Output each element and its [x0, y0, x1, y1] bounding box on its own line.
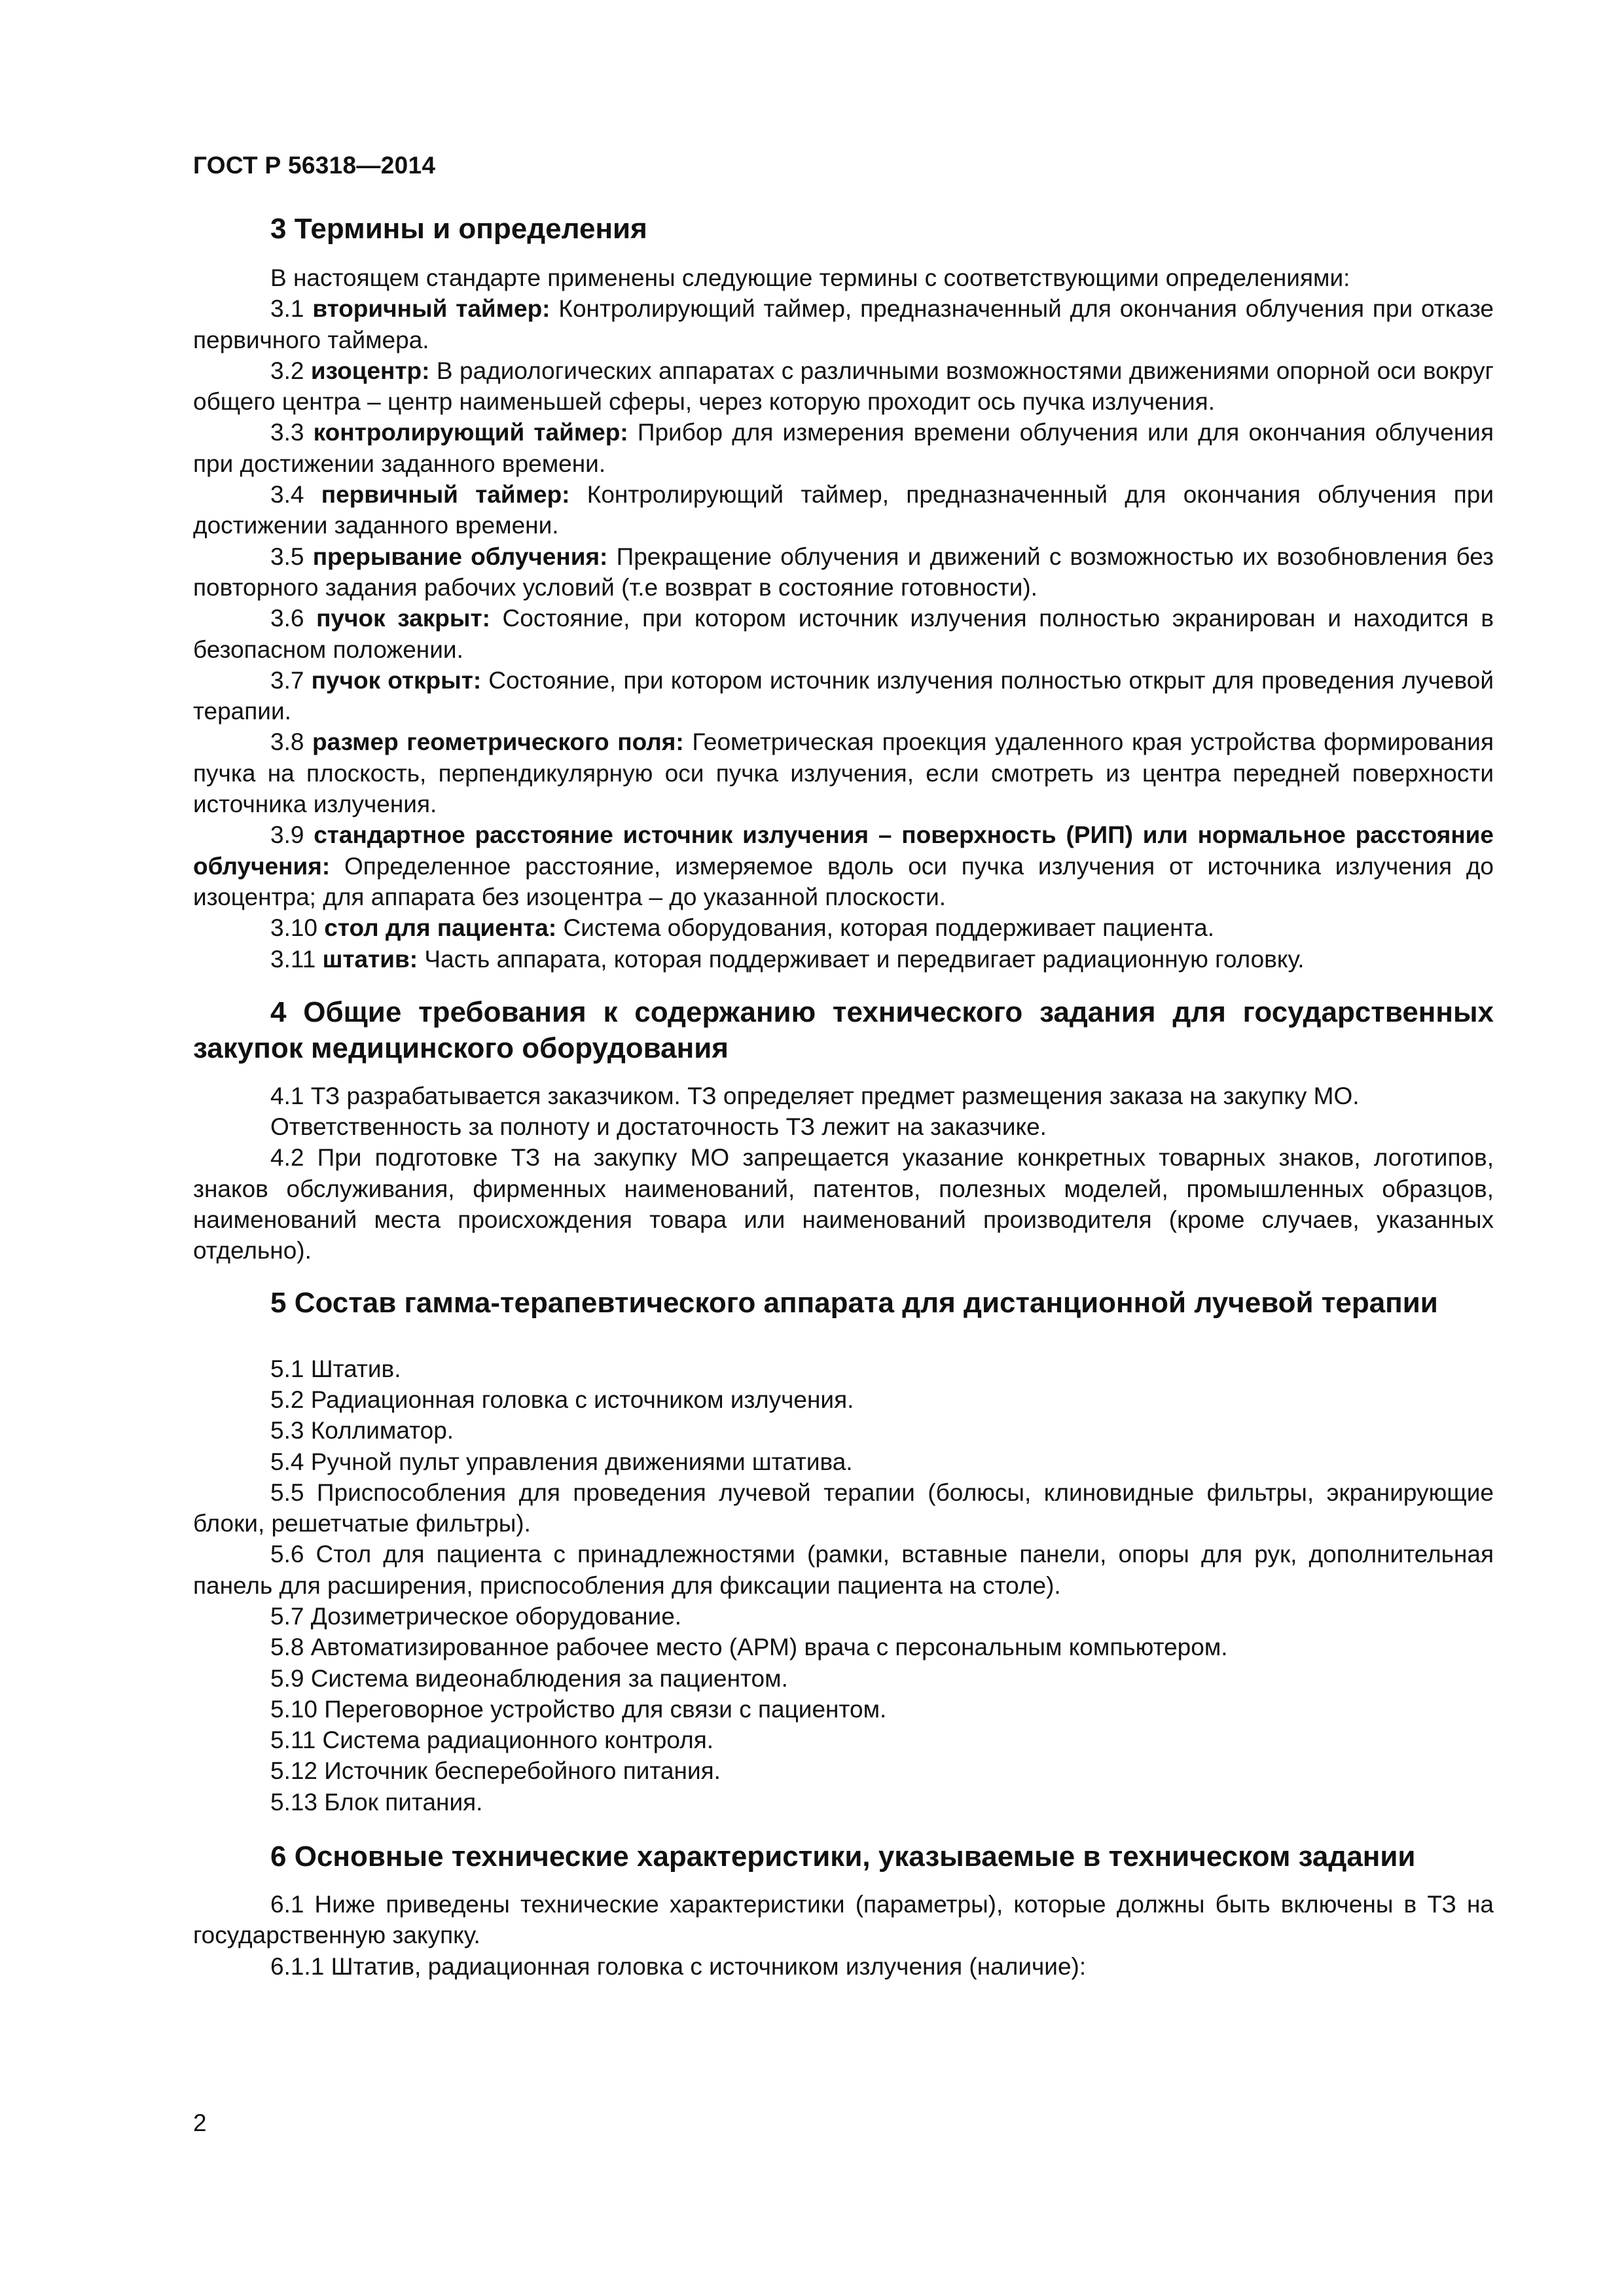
- list-item: 5.2 Радиационная головка с источником излучения.: [270, 1386, 854, 1413]
- term-number: 3.1: [270, 295, 304, 323]
- term-definition: [193, 944, 1494, 975]
- term-number: 3.9: [270, 821, 304, 849]
- term-name: стол для пациента:: [324, 914, 557, 942]
- list-item: 5.1 Штатив.: [270, 1355, 401, 1382]
- term-text: Геометрическая проекция удаленного края устройства формирования пучка на плоскость, перпендикулярную оси пучка излучения, если смотреть из центра передней поверхности источника излучения.: [193, 728, 1494, 818]
- list-item: 5.3 Коллиматор.: [270, 1417, 454, 1444]
- term-text: В радиологических аппаратах с различными возможностями движениями опорной оси вокруг общего центра – центр наименьшей сферы, через которую проходит ось пучка излучения.: [193, 357, 1494, 416]
- term-text: Часть аппарата, которая поддерживает и передвигает радиационную головку.: [424, 945, 1305, 973]
- term-text: Определенное расстояние, измеряемое вдоль оси пучка излучения от источника излучения до изоцентра; для аппарата без изоцентра – до указанной плоскости.: [193, 852, 1494, 910]
- section-intro: В настоящем стандарте применены следующие термины с соответствующими определениями:: [270, 264, 1350, 291]
- section-number: 5: [270, 1286, 287, 1319]
- term-text: Состояние, при котором источник излучения полностью экранирован и находится в безопасном положении.: [193, 605, 1494, 663]
- term-text: Прибор для измерения времени облучения или для окончания облучения при достижении заданного времени.: [193, 419, 1494, 477]
- paragraph: 4.1 ТЗ разрабатывается заказчиком. ТЗ определяет предмет размещения заказа на закупку МО.: [270, 1082, 1360, 1109]
- document-body: [193, 211, 1494, 1982]
- list-item: 5.6 Стол для пациента с принадлежностями (рамки, вставные панели, опоры для рук, дополнительная панель для расширения, приспособления для фиксации пациента на столе).: [193, 1541, 1494, 1599]
- paragraph: 6.1 Ниже приведены технические характеристики (параметры), которые должны быть включены в ТЗ на государственную закупку.: [193, 1891, 1494, 1949]
- list-item: 5.11 Система радиационного контроля.: [270, 1727, 714, 1754]
- term-definition: [193, 293, 1494, 355]
- term-number: 3.3: [270, 419, 304, 446]
- term-text: Система оборудования, которая поддерживает пациента.: [563, 914, 1215, 942]
- section-general-requirements: [193, 994, 1494, 1266]
- term-definition: [193, 665, 1494, 727]
- term-definition: [193, 417, 1494, 479]
- term-name: прерывание облучения:: [312, 543, 608, 570]
- section-title: Основные технические характеристики, указываемые в техническом задании: [294, 1840, 1416, 1873]
- section-heading: [193, 1285, 1494, 1321]
- term-name: пучок закрыт:: [316, 605, 490, 632]
- section-title: Состав гамма-терапевтического аппарата для дистанционной лучевой терапии: [294, 1286, 1438, 1319]
- document-code: ГОСТ Р 56318—2014: [193, 152, 436, 179]
- section-heading: [193, 211, 1494, 247]
- term-number: 3.10: [270, 914, 318, 942]
- term-definition: [193, 819, 1494, 912]
- section-number: 3: [270, 213, 287, 245]
- list-item: 5.12 Источник бесперебойного питания.: [270, 1757, 721, 1785]
- term-name: контролирующий таймер:: [313, 419, 628, 446]
- term-definition: [193, 912, 1494, 943]
- term-number: 3.4: [270, 481, 304, 509]
- term-name: вторичный таймер:: [312, 295, 550, 323]
- page-number: 2: [193, 2109, 207, 2136]
- term-name: изоцентр:: [310, 357, 430, 384]
- term-number: 3.2: [270, 357, 304, 384]
- term-number: 3.7: [270, 666, 304, 694]
- term-text: Контролирующий таймер, предназначенный для окончания облучения при достижении заданного времени.: [193, 481, 1494, 539]
- section-number: 6: [270, 1840, 287, 1873]
- term-number: 3.6: [270, 605, 304, 632]
- paragraph: 6.1.1 Штатив, радиационная головка с источником излучения (наличие):: [270, 1952, 1087, 1980]
- term-name: размер геометрического поля:: [312, 728, 684, 756]
- list-item: 5.8 Автоматизированное рабочее место (АРМ) врача с персональным компьютером.: [270, 1634, 1228, 1661]
- term-text: Состояние, при котором источник излучения полностью открыт для проведения лучевой терапии.: [193, 666, 1494, 725]
- list-item: 5.10 Переговорное устройство для связи с пациентом.: [270, 1695, 887, 1723]
- list-item: 5.13 Блок питания.: [270, 1788, 483, 1816]
- term-definition: [193, 479, 1494, 541]
- section-technical-characteristics: [193, 1839, 1494, 1982]
- term-definition: [193, 726, 1494, 819]
- term-name: штатив:: [322, 945, 418, 973]
- section-terms: [193, 211, 1494, 975]
- term-text: Прекращение облучения и движений с возможностью их возобновления без повторного задания рабочих условий (т.е возврат в состояние готовности).: [193, 543, 1494, 601]
- paragraph: Ответственность за полноту и достаточность ТЗ лежит на заказчике.: [270, 1113, 1047, 1141]
- terms-list: [193, 293, 1494, 975]
- list-item: 5.5 Приспособления для проведения лучевой терапии (болюсы, клиновидные фильтры, экранирующие блоки, решетчатые фильтры).: [193, 1479, 1494, 1537]
- term-name: стандартное расстояние источник излучения – поверхность (РИП) или нормальное расстояние облучения:: [193, 821, 1494, 880]
- term-name: первичный таймер:: [321, 481, 570, 509]
- term-definition: [193, 603, 1494, 665]
- term-number: 3.8: [270, 728, 304, 756]
- section-title: Общие требования к содержанию технического задания для государственных закупок медицинского оборудования: [193, 996, 1494, 1064]
- list-item: 5.9 Система видеонаблюдения за пациентом.: [270, 1664, 788, 1692]
- section-heading: [193, 1839, 1494, 1874]
- paragraph: 4.2 При подготовке ТЗ на закупку МО запрещается указание конкретных товарных знаков, логотипов, знаков обслуживания, фирменных наименований, патентов, полезных моделей, промышленных образцов, наименований места происхождения товара или наименований производителя (кроме случаев, указанных отдельно).: [193, 1144, 1494, 1265]
- term-definition: [193, 541, 1494, 603]
- section-composition: [193, 1285, 1494, 1818]
- term-number: 3.11: [270, 945, 316, 973]
- section-title: Термины и определения: [294, 213, 647, 245]
- term-definition: [193, 355, 1494, 418]
- list-item: 5.4 Ручной пульт управления движениями штатива.: [270, 1448, 853, 1475]
- term-name: пучок открыт:: [311, 666, 482, 694]
- section-heading: [193, 994, 1494, 1066]
- list-item: 5.7 Дозиметрическое оборудование.: [270, 1602, 682, 1630]
- term-text: Контролирующий таймер, предназначенный для окончания облучения при отказе первичного таймера.: [193, 295, 1494, 353]
- term-number: 3.5: [270, 543, 304, 570]
- section-number: 4: [270, 996, 287, 1028]
